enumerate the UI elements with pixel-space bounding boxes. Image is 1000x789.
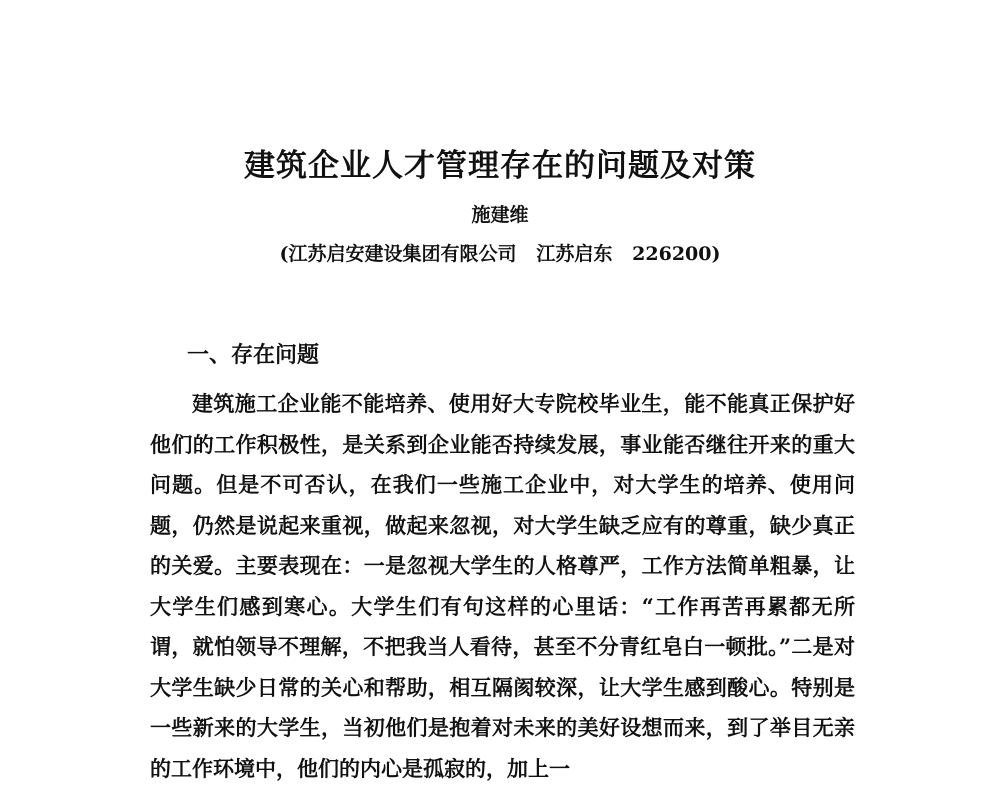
author-affiliation: (江苏启安建设集团有限公司 江苏启东 226200)	[279, 243, 721, 265]
body-paragraph: 建筑施工企业能不能培养、使用好大专院校毕业生，能不能真正保护好他们的工作积极性，是关系到企业能否持续发展，事业能否继往开来的重大问题。但是不可否认，在我们一些施工企业中，对大学生的培养、使用问题，仍然是说起来重视，做起来忽视，对大学生缺乏应有的尊重，缺少真正的关爱。主要表现在：一是忽视大学生的人格尊严，工作方法简单粗暴，让大学生们感到寒心。大学生们有句这样的心里话：“工作再苦再累都无所谓，就怕领导不理解，不把我当人看待，甚至不分青红皂白一顿批。”二是对大学生缺少日常的关心和帮助，相互隔阂较深，让大学生感到酸心。特别是一些新来的大学生，当初他们是抱着对未来的美好设想而来，到了举目无亲的工作环境中，他们的内心是孤寂的，加上一	[150, 391, 855, 781]
section-heading: 一、存在问题	[187, 342, 320, 368]
paper-title: 建筑企业人才管理存在的问题及对策	[244, 148, 756, 184]
author-name: 施建维	[471, 204, 529, 226]
